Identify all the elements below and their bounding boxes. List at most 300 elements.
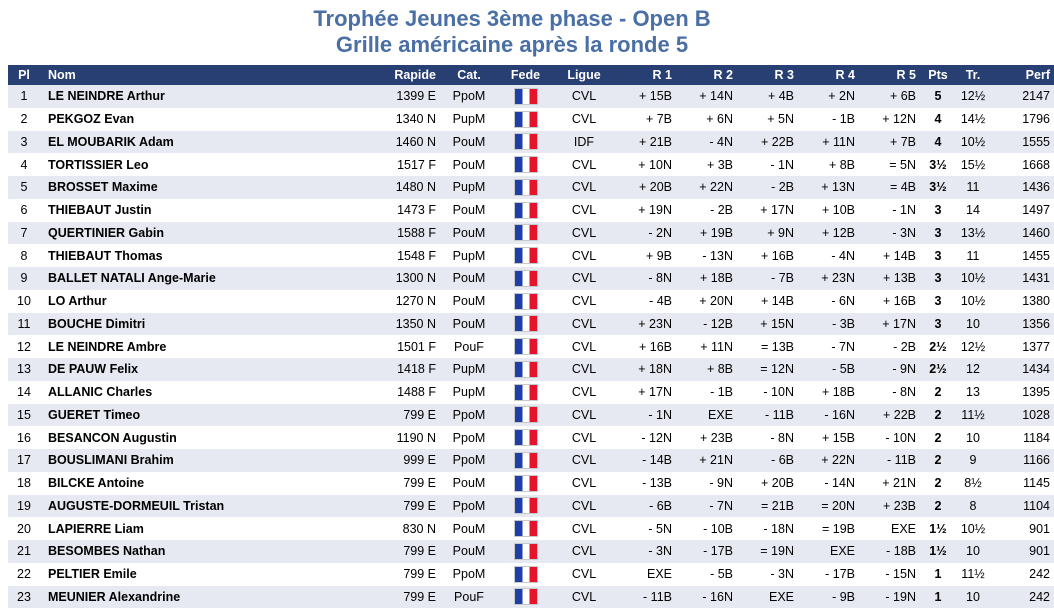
rating-cell: 799 E bbox=[403, 567, 436, 582]
tiebreak-cell: 13 bbox=[966, 385, 980, 400]
player-name[interactable]: BESANCON Augustin bbox=[48, 430, 177, 445]
performance-cell: 1460 bbox=[1022, 225, 1050, 240]
round-2-result: + 20N bbox=[699, 294, 733, 309]
round-5-result: - 1N bbox=[892, 203, 916, 218]
round-1-result: - 8N bbox=[648, 271, 672, 286]
league-cell: CVL bbox=[571, 89, 597, 104]
table-row bbox=[8, 449, 1054, 472]
category-cell: PupM bbox=[452, 362, 486, 377]
round-1-result: - 12N bbox=[641, 430, 672, 445]
round-2-result: + 8B bbox=[706, 362, 733, 377]
round-2-result: + 11N bbox=[700, 339, 733, 354]
rating-cell: 799 E bbox=[403, 407, 436, 422]
col-header-perf[interactable]: Perf bbox=[992, 65, 1054, 85]
france-flag-icon bbox=[515, 544, 537, 559]
round-2-result: - 12B bbox=[703, 316, 733, 331]
rank-cell: 23 bbox=[17, 589, 31, 604]
table-row bbox=[8, 563, 1054, 586]
player-name[interactable]: PEKGOZ Evan bbox=[48, 112, 135, 127]
rating-cell: 1548 F bbox=[397, 248, 436, 263]
round-4-result: - 17B bbox=[825, 567, 855, 582]
round-5-result: + 23B bbox=[882, 498, 916, 513]
round-5-result: + 14B bbox=[882, 248, 916, 263]
tiebreak-cell: 9 bbox=[969, 453, 977, 468]
table-row bbox=[8, 540, 1054, 563]
france-flag-icon bbox=[515, 316, 537, 331]
round-2-result: - 7N bbox=[709, 498, 733, 513]
player-name[interactable]: BOUCHE Dimitri bbox=[48, 316, 146, 331]
performance-cell: 1555 bbox=[1022, 134, 1050, 149]
round-5-result: = 5N bbox=[889, 157, 916, 172]
points-cell: 2 bbox=[934, 430, 942, 445]
performance-cell: 1028 bbox=[1022, 407, 1050, 422]
round-1-result: - 13B bbox=[642, 476, 672, 491]
player-name[interactable]: ALLANIC Charles bbox=[48, 385, 153, 400]
round-1-result: + 21B bbox=[638, 134, 672, 149]
performance-cell: 1380 bbox=[1022, 294, 1050, 309]
federation-cell bbox=[498, 404, 553, 427]
france-flag-icon bbox=[515, 498, 537, 513]
player-name[interactable]: QUERTINIER Gabin bbox=[48, 225, 164, 240]
round-5-result: - 10N bbox=[885, 430, 916, 445]
federation-cell bbox=[498, 244, 553, 267]
rating-cell: 799 E bbox=[403, 476, 436, 491]
france-flag-icon bbox=[515, 362, 537, 377]
points-cell: 1½ bbox=[929, 521, 947, 536]
federation-cell bbox=[498, 131, 553, 154]
points-cell: 2½ bbox=[929, 362, 947, 377]
player-name[interactable]: BOUSLIMANI Brahim bbox=[48, 453, 174, 468]
points-cell: 1 bbox=[934, 589, 942, 604]
round-1-result: + 7B bbox=[645, 112, 672, 127]
table-row bbox=[8, 381, 1054, 404]
round-2-result: + 21N bbox=[699, 453, 733, 468]
table-row bbox=[8, 426, 1054, 449]
round-2-result: - 17B bbox=[703, 544, 733, 559]
tiebreak-cell: 11 bbox=[966, 248, 980, 263]
round-3-result: - 11B bbox=[765, 407, 794, 422]
rating-cell: 1501 F bbox=[397, 339, 436, 354]
round-3-result: + 5N bbox=[767, 112, 794, 127]
category-cell: PpoM bbox=[452, 498, 486, 513]
league-cell: CVL bbox=[571, 180, 597, 195]
category-cell: PouM bbox=[452, 316, 486, 331]
rank-cell: 2 bbox=[20, 112, 28, 127]
tiebreak-cell: 8½ bbox=[964, 476, 982, 491]
league-cell: CVL bbox=[571, 157, 597, 172]
table-row bbox=[8, 131, 1054, 154]
france-flag-icon bbox=[515, 271, 537, 286]
col-header-r5[interactable]: R 5 bbox=[861, 65, 922, 85]
rank-cell: 18 bbox=[17, 476, 31, 491]
round-4-result: + 2N bbox=[828, 89, 855, 104]
league-cell: CVL bbox=[571, 521, 597, 536]
points-cell: 3 bbox=[934, 248, 942, 263]
table-row bbox=[8, 290, 1054, 313]
federation-cell bbox=[498, 176, 553, 199]
round-3-result: + 9N bbox=[767, 225, 794, 240]
round-5-result: - 11B bbox=[887, 453, 916, 468]
round-3-result: + 22B bbox=[760, 134, 794, 149]
rank-cell: 3 bbox=[20, 134, 28, 149]
round-1-result: - 4B bbox=[649, 294, 672, 309]
france-flag-icon bbox=[515, 476, 537, 491]
col-header-r3[interactable]: R 3 bbox=[739, 65, 800, 85]
round-4-result: + 12B bbox=[821, 225, 855, 240]
round-2-result: - 1B bbox=[710, 385, 733, 400]
round-1-result: - 1N bbox=[648, 407, 672, 422]
round-5-result: - 8N bbox=[892, 385, 916, 400]
category-cell: PpoM bbox=[452, 407, 486, 422]
table-row bbox=[8, 358, 1054, 381]
tiebreak-cell: 10½ bbox=[960, 521, 986, 536]
round-5-result: + 6B bbox=[889, 89, 916, 104]
league-cell: CVL bbox=[571, 385, 597, 400]
rank-cell: 20 bbox=[17, 521, 31, 536]
france-flag-icon bbox=[515, 180, 537, 195]
performance-cell: 901 bbox=[1029, 521, 1050, 536]
round-4-result: + 8B bbox=[828, 157, 855, 172]
category-cell: PupM bbox=[452, 385, 486, 400]
round-5-result: = 4B bbox=[889, 180, 916, 195]
france-flag-icon bbox=[515, 157, 537, 172]
table-row bbox=[8, 153, 1054, 176]
round-2-result: + 19B bbox=[699, 225, 733, 240]
round-1-result: - 3N bbox=[648, 544, 672, 559]
france-flag-icon bbox=[515, 225, 537, 240]
category-cell: PouM bbox=[452, 544, 486, 559]
rating-cell: 1517 F bbox=[397, 157, 436, 172]
category-cell: PouM bbox=[452, 225, 486, 240]
round-4-result: - 7N bbox=[831, 339, 855, 354]
round-3-result: - 18N bbox=[763, 521, 794, 536]
page-title: Trophée Jeunes 3ème phase - Open B bbox=[313, 6, 711, 31]
round-3-result: EXE bbox=[768, 589, 794, 604]
performance-cell: 1356 bbox=[1022, 316, 1050, 331]
tiebreak-cell: 10½ bbox=[960, 271, 986, 286]
round-3-result: + 20B bbox=[760, 476, 794, 491]
points-cell: 1½ bbox=[929, 544, 947, 559]
france-flag-icon bbox=[515, 385, 537, 400]
performance-cell: 1377 bbox=[1022, 339, 1050, 354]
round-5-result: EXE bbox=[890, 521, 916, 536]
france-flag-icon bbox=[515, 294, 537, 309]
player-name[interactable]: AUGUSTE-DORMEUIL Tristan bbox=[48, 498, 225, 513]
rating-cell: 1350 N bbox=[395, 316, 436, 331]
table-header-row bbox=[8, 65, 1054, 85]
round-2-result: - 5B bbox=[710, 567, 733, 582]
round-4-result: + 15B bbox=[821, 430, 855, 445]
tiebreak-cell: 14 bbox=[966, 203, 980, 218]
round-1-result: - 14B bbox=[642, 453, 672, 468]
rating-cell: 999 E bbox=[403, 453, 436, 468]
col-header-pts[interactable]: Pts bbox=[922, 65, 954, 85]
round-3-result: = 19N bbox=[760, 544, 794, 559]
league-cell: CVL bbox=[571, 362, 597, 377]
league-cell: CVL bbox=[571, 294, 597, 309]
france-flag-icon bbox=[515, 203, 537, 218]
player-name[interactable]: PELTIER Emile bbox=[48, 567, 137, 582]
league-cell: CVL bbox=[571, 203, 597, 218]
category-cell: PupM bbox=[452, 248, 486, 263]
round-5-result: - 9N bbox=[892, 362, 916, 377]
round-1-result: - 5N bbox=[648, 521, 672, 536]
performance-cell: 901 bbox=[1029, 544, 1050, 559]
col-header-cat[interactable]: Cat. bbox=[440, 65, 498, 85]
points-cell: 3 bbox=[934, 294, 942, 309]
federation-cell bbox=[498, 426, 553, 449]
table-row bbox=[8, 176, 1054, 199]
player-name[interactable]: LE NEINDRE Arthur bbox=[48, 89, 165, 104]
france-flag-icon bbox=[515, 89, 537, 104]
france-flag-icon bbox=[515, 339, 537, 354]
round-2-result: - 4N bbox=[709, 134, 733, 149]
table-row bbox=[8, 222, 1054, 245]
federation-cell bbox=[498, 85, 553, 108]
round-1-result: - 11B bbox=[643, 589, 672, 604]
col-header-rapide[interactable]: Rapide bbox=[290, 65, 440, 85]
round-4-result: = 20N bbox=[821, 498, 855, 513]
round-4-result: = 19B bbox=[821, 521, 855, 536]
category-cell: PouM bbox=[452, 294, 486, 309]
rating-cell: 830 N bbox=[402, 521, 436, 536]
round-2-result: - 16N bbox=[702, 589, 733, 604]
round-3-result: + 14B bbox=[760, 294, 794, 309]
player-name[interactable]: BROSSET Maxime bbox=[48, 180, 158, 195]
round-4-result: - 6N bbox=[831, 294, 855, 309]
tiebreak-cell: 10 bbox=[966, 316, 980, 331]
round-5-result: + 22B bbox=[882, 407, 916, 422]
performance-cell: 1497 bbox=[1022, 203, 1050, 218]
round-4-result: + 10B bbox=[821, 203, 855, 218]
performance-cell: 242 bbox=[1029, 589, 1050, 604]
rating-cell: 1300 N bbox=[395, 271, 436, 286]
league-cell: CVL bbox=[571, 589, 597, 604]
round-2-result: EXE bbox=[707, 407, 733, 422]
category-cell: PupM bbox=[452, 112, 486, 127]
round-3-result: + 15N bbox=[760, 316, 794, 331]
league-cell: CVL bbox=[571, 271, 597, 286]
player-name[interactable]: LO Arthur bbox=[48, 294, 107, 309]
points-cell: 3½ bbox=[929, 157, 947, 172]
player-name[interactable]: TORTISSIER Leo bbox=[48, 157, 149, 172]
table-row bbox=[8, 335, 1054, 358]
rank-cell: 11 bbox=[17, 316, 31, 331]
rank-cell: 7 bbox=[20, 225, 28, 240]
player-name[interactable]: EL MOUBARIK Adam bbox=[48, 134, 174, 149]
round-3-result: + 16B bbox=[760, 248, 794, 263]
league-cell: CVL bbox=[571, 225, 597, 240]
table-row bbox=[8, 108, 1054, 131]
points-cell: 3 bbox=[934, 203, 942, 218]
round-2-result: + 3B bbox=[706, 157, 733, 172]
rating-cell: 1340 N bbox=[395, 112, 436, 127]
performance-cell: 1395 bbox=[1022, 385, 1050, 400]
tiebreak-cell: 10 bbox=[966, 544, 980, 559]
table-row bbox=[8, 244, 1054, 267]
round-1-result: + 17N bbox=[638, 385, 672, 400]
league-cell: CVL bbox=[571, 316, 597, 331]
points-cell: 2 bbox=[934, 407, 942, 422]
round-5-result: - 2B bbox=[893, 339, 916, 354]
player-name[interactable]: LAPIERRE Liam bbox=[48, 521, 144, 536]
rating-cell: 1460 N bbox=[395, 134, 436, 149]
france-flag-icon bbox=[515, 453, 537, 468]
col-header-r2[interactable]: R 2 bbox=[678, 65, 739, 85]
france-flag-icon bbox=[515, 248, 537, 263]
tiebreak-cell: 12 bbox=[966, 362, 980, 377]
round-3-result: - 7B bbox=[771, 271, 794, 286]
table-row bbox=[8, 404, 1054, 427]
category-cell: PouM bbox=[452, 134, 486, 149]
round-1-result: EXE bbox=[646, 567, 672, 582]
player-name[interactable]: GUERET Timeo bbox=[48, 407, 141, 422]
france-flag-icon bbox=[515, 521, 537, 536]
page-subtitle: Grille américaine après la ronde 5 bbox=[335, 32, 689, 57]
points-cell: 2 bbox=[934, 476, 942, 491]
tiebreak-cell: 15½ bbox=[960, 157, 986, 172]
rank-cell: 14 bbox=[17, 385, 31, 400]
federation-cell bbox=[498, 517, 553, 540]
player-name[interactable]: BALLET NATALI Ange-Marie bbox=[48, 271, 216, 286]
tiebreak-cell: 10½ bbox=[960, 134, 986, 149]
rating-cell: 1488 F bbox=[397, 385, 436, 400]
points-cell: 2½ bbox=[929, 339, 947, 354]
points-cell: 5 bbox=[934, 89, 942, 104]
table-row bbox=[8, 472, 1054, 495]
round-3-result: - 2B bbox=[771, 180, 794, 195]
table-row bbox=[8, 85, 1054, 108]
round-2-result: - 10B bbox=[703, 521, 733, 536]
rank-cell: 5 bbox=[20, 180, 28, 195]
category-cell: PpoM bbox=[452, 453, 486, 468]
round-4-result: - 16N bbox=[824, 407, 855, 422]
performance-cell: 1166 bbox=[1023, 453, 1050, 468]
rating-cell: 1480 N bbox=[395, 180, 436, 195]
performance-cell: 242 bbox=[1029, 567, 1050, 582]
federation-cell bbox=[498, 108, 553, 131]
category-cell: PouF bbox=[454, 589, 484, 604]
tiebreak-cell: 10 bbox=[966, 589, 980, 604]
col-header-nom[interactable]: Nom bbox=[40, 65, 290, 85]
league-cell: CVL bbox=[571, 498, 597, 513]
round-5-result: + 16B bbox=[882, 294, 916, 309]
federation-cell bbox=[498, 313, 553, 336]
round-4-result: + 11N bbox=[822, 134, 855, 149]
round-5-result: + 12N bbox=[882, 112, 916, 127]
performance-cell: 1104 bbox=[1023, 498, 1050, 513]
tiebreak-cell: 8 bbox=[969, 498, 977, 513]
rating-cell: 1418 F bbox=[397, 362, 436, 377]
player-name[interactable]: BILCKE Antoine bbox=[48, 476, 145, 491]
points-cell: 3 bbox=[934, 225, 942, 240]
round-1-result: - 6B bbox=[649, 498, 672, 513]
federation-cell bbox=[498, 335, 553, 358]
rank-cell: 21 bbox=[17, 544, 31, 559]
round-1-result: + 15B bbox=[638, 89, 672, 104]
rank-cell: 22 bbox=[17, 567, 31, 582]
round-4-result: - 1B bbox=[832, 112, 855, 127]
round-2-result: + 6N bbox=[706, 112, 733, 127]
category-cell: PouM bbox=[452, 203, 486, 218]
category-cell: PouF bbox=[454, 339, 484, 354]
round-1-result: + 23N bbox=[638, 316, 672, 331]
round-4-result: - 3B bbox=[832, 316, 855, 331]
round-4-result: + 18B bbox=[821, 385, 855, 400]
player-name[interactable]: THIEBAUT Justin bbox=[48, 203, 152, 218]
tiebreak-cell: 11 bbox=[966, 180, 980, 195]
col-header-pl[interactable]: Pl bbox=[8, 65, 40, 85]
round-4-result: - 5B bbox=[832, 362, 855, 377]
federation-cell bbox=[498, 563, 553, 586]
round-5-result: - 3N bbox=[892, 225, 916, 240]
round-3-result: - 6B bbox=[771, 453, 794, 468]
rating-cell: 1399 E bbox=[396, 89, 436, 104]
league-cell: CVL bbox=[571, 476, 597, 491]
performance-cell: 1455 bbox=[1022, 248, 1050, 263]
round-2-result: - 9N bbox=[709, 476, 733, 491]
player-name[interactable]: DE PAUW Felix bbox=[48, 362, 139, 377]
table-row bbox=[8, 517, 1054, 540]
col-header-r1[interactable]: R 1 bbox=[615, 65, 678, 85]
france-flag-icon bbox=[515, 134, 537, 149]
tiebreak-cell: 10½ bbox=[960, 294, 986, 309]
round-1-result: - 2N bbox=[648, 225, 672, 240]
federation-cell bbox=[498, 199, 553, 222]
player-name[interactable]: THIEBAUT Thomas bbox=[48, 248, 163, 263]
round-2-result: + 14N bbox=[699, 89, 733, 104]
col-header-tr[interactable]: Tr. bbox=[954, 65, 992, 85]
round-3-result: = 12N bbox=[760, 362, 794, 377]
category-cell: PouM bbox=[452, 476, 486, 491]
round-4-result: - 4N bbox=[831, 248, 855, 263]
round-5-result: + 17N bbox=[882, 316, 916, 331]
rank-cell: 13 bbox=[17, 362, 31, 377]
category-cell: PpoM bbox=[452, 89, 486, 104]
france-flag-icon bbox=[515, 430, 537, 445]
league-cell: CVL bbox=[571, 407, 597, 422]
round-5-result: - 19N bbox=[885, 589, 916, 604]
col-header-r4[interactable]: R 4 bbox=[800, 65, 861, 85]
player-name[interactable]: LE NEINDRE Ambre bbox=[48, 339, 167, 354]
federation-cell bbox=[498, 540, 553, 563]
league-cell: CVL bbox=[571, 248, 597, 263]
france-flag-icon bbox=[515, 567, 537, 582]
rank-cell: 6 bbox=[20, 203, 28, 218]
performance-cell: 1431 bbox=[1022, 271, 1050, 286]
col-header-ligue[interactable]: Ligue bbox=[553, 65, 615, 85]
rank-cell: 12 bbox=[17, 339, 31, 354]
rating-cell: 799 E bbox=[403, 498, 436, 513]
col-header-fede[interactable]: Fede bbox=[498, 65, 553, 85]
player-name[interactable]: BESOMBES Nathan bbox=[48, 544, 166, 559]
federation-cell bbox=[498, 290, 553, 313]
federation-cell bbox=[498, 449, 553, 472]
france-flag-icon bbox=[515, 407, 537, 422]
player-name[interactable]: MEUNIER Alexandrine bbox=[48, 589, 181, 604]
points-cell: 3 bbox=[934, 271, 942, 286]
rank-cell: 10 bbox=[17, 294, 31, 309]
tiebreak-cell: 11½ bbox=[961, 407, 985, 422]
round-1-result: + 20B bbox=[638, 180, 672, 195]
round-5-result: + 21N bbox=[882, 476, 916, 491]
table-row bbox=[8, 586, 1054, 609]
federation-cell bbox=[498, 381, 553, 404]
rank-cell: 4 bbox=[20, 157, 28, 172]
round-3-result: - 1N bbox=[770, 157, 794, 172]
category-cell: PouM bbox=[452, 521, 486, 536]
rating-cell: 1270 N bbox=[395, 294, 436, 309]
